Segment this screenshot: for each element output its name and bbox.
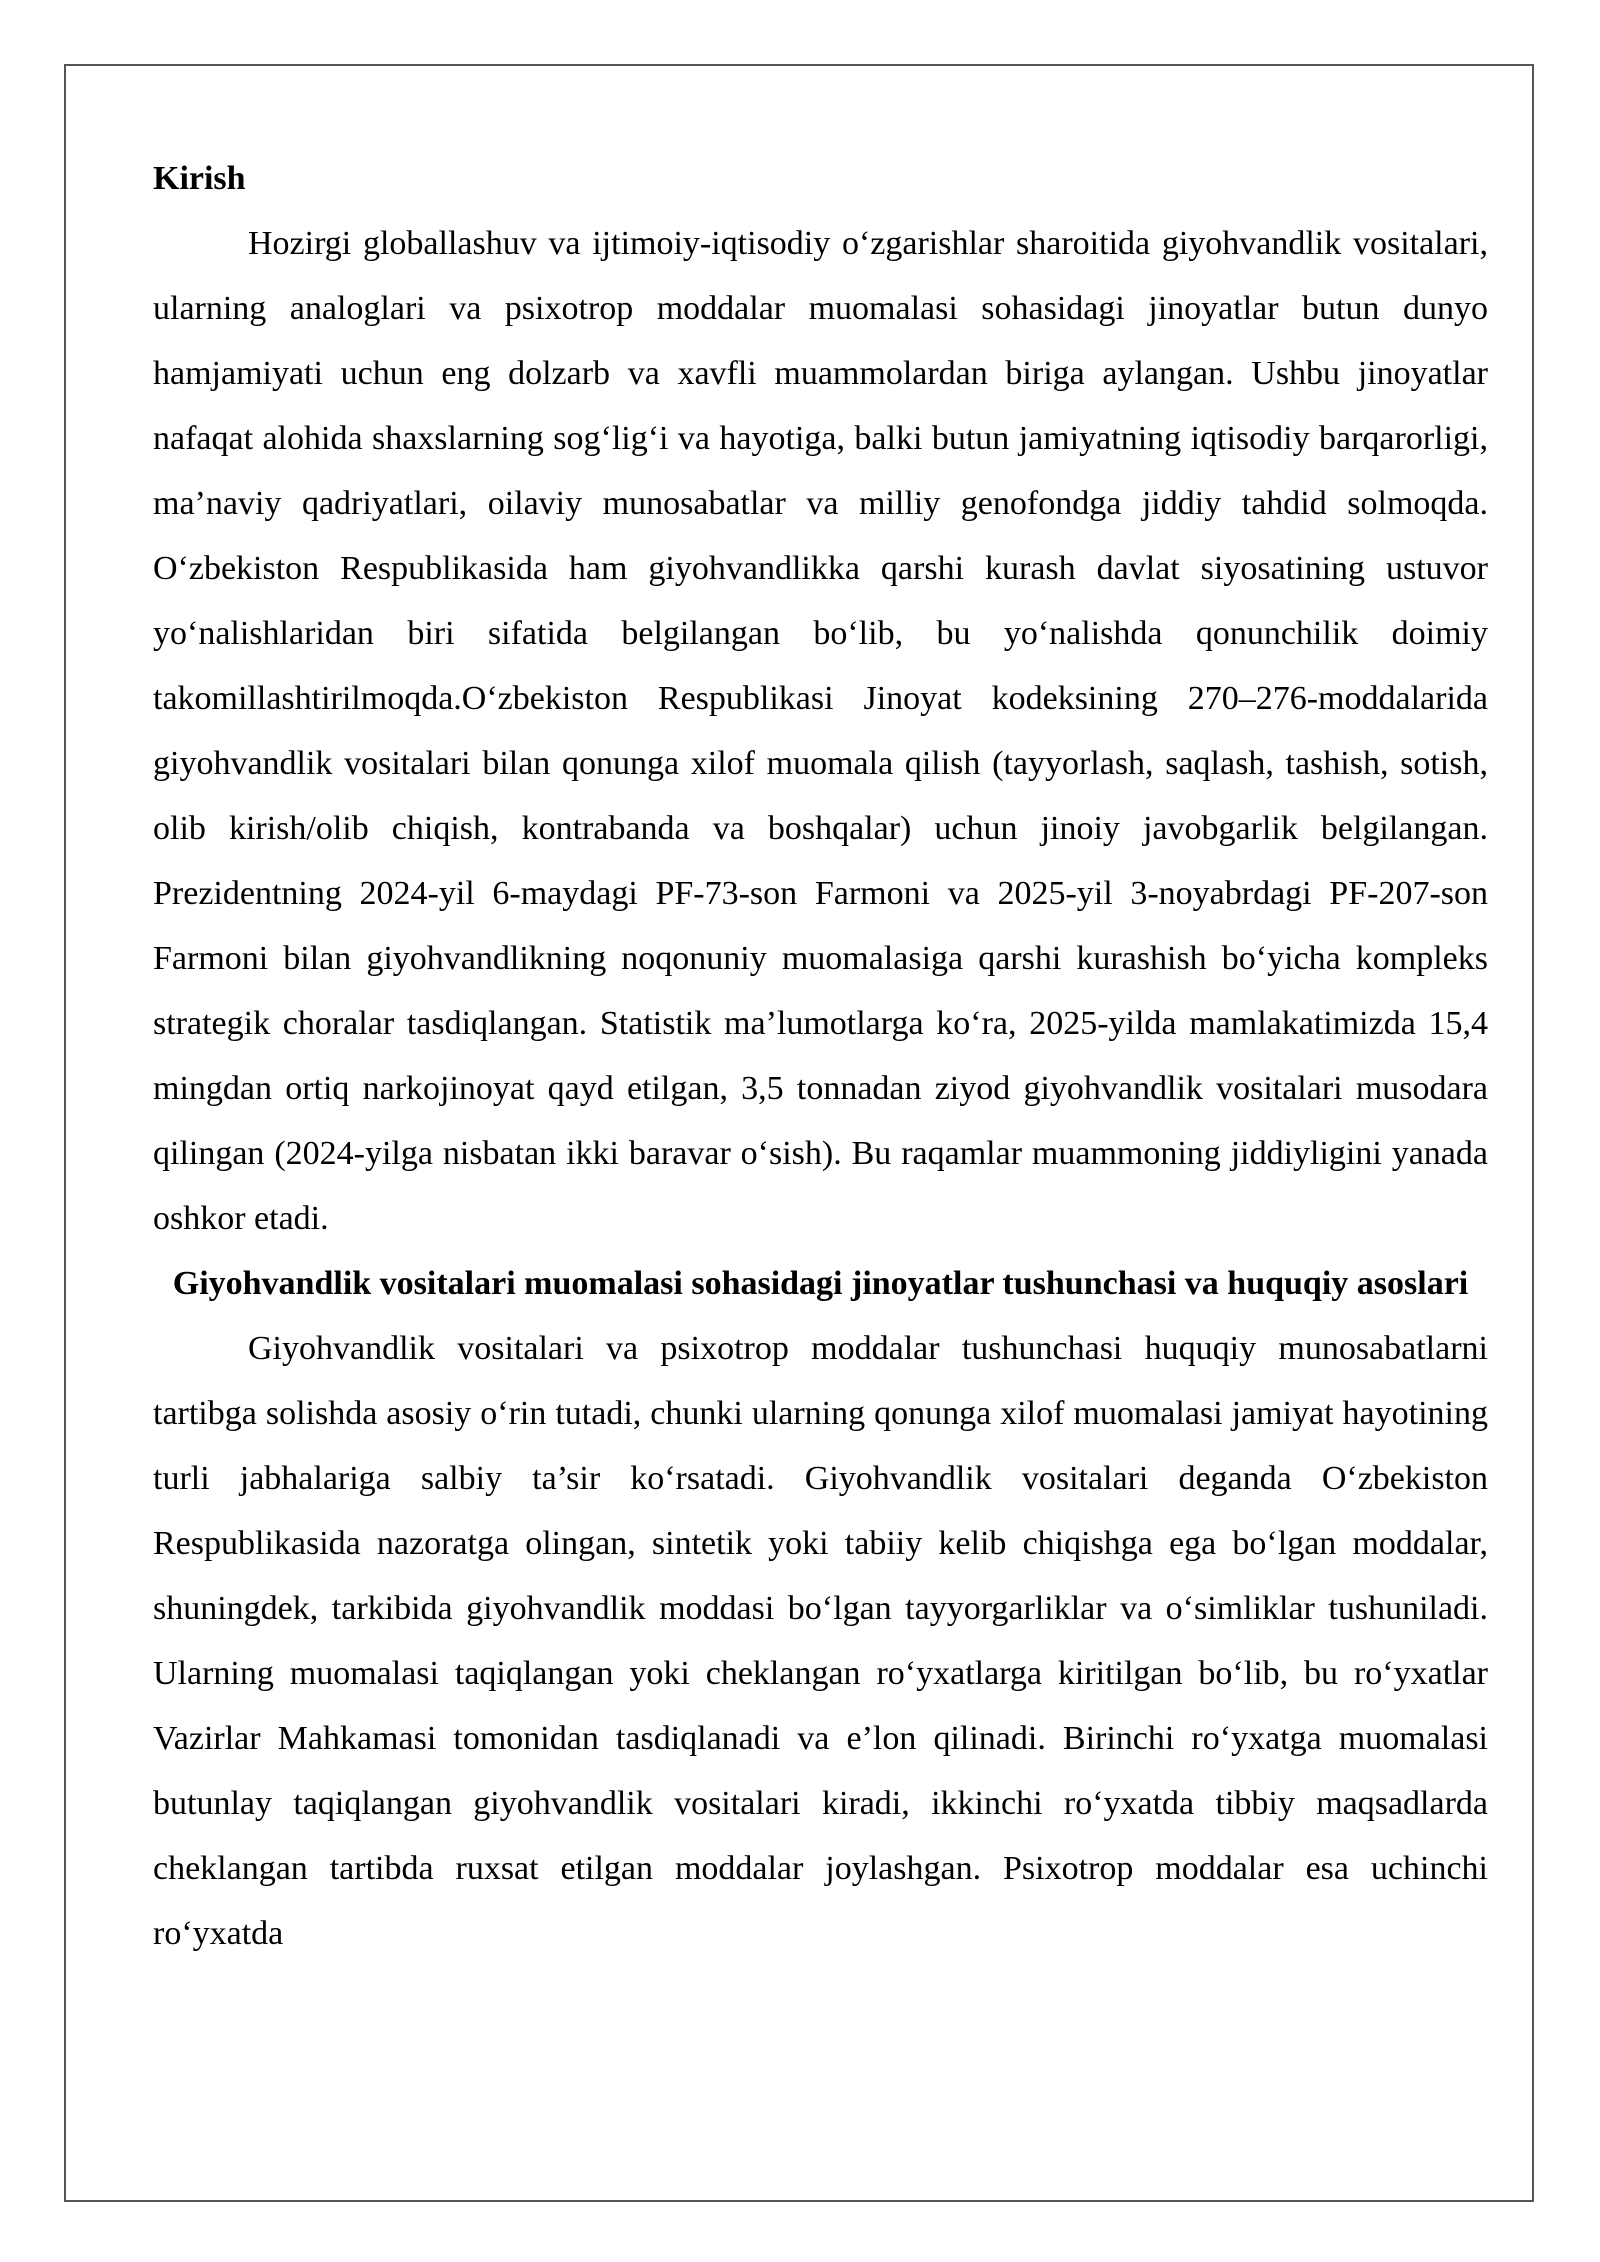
intro-paragraph: Hozirgi globallashuv va ijtimoiy-iqtisodiy o‘zgarishlar sharoitida giyohvandlik vositalari, ularning analoglari va psixotrop moddalar muomalasi sohasidagi jinoyatlar butun dunyo hamjamiyati uchun eng dolzarb va xavfli muammolardan biriga aylangan. Ushbu jinoyatlar nafaqat alohida shaxslarning sog‘lig‘i va hayotiga, balki butun jamiyatning iqtisodiy barqarorligi, ma’naviy qadriyatlari, oilaviy munosabatlar va milliy genofondga jiddiy tahdid solmoqda. O‘zbekiston Respublikasida ham giyohvandlikka qarshi kurash davlat siyosatining ustuvor yo‘nalishlaridan biri sifatida belgilangan bo‘lib, bu yo‘nalishda qonunchilik doimiy takomillashtirilmoqda.O‘zbekiston Respublikasi Jinoyat kodeksining 270–276-moddalarida giyohvandlik vositalari bilan qonunga xilof muomala qilish (tayyorlash, saqlash, tashish, sotish, olib kirish/olib chiqish, kontrabanda va boshqalar) uchun jinoiy javobgarlik belgilangan. Prezidentning 2024-yil 6-maydagi PF-73-son Farmoni va 2025-yil 3-noyabrdagi PF-207-son Farmoni bilan giyohvandlikning noqonuniy muomalasiga qarshi kurashish bo‘yicha kompleks strategik choralar tasdiqlangan. Statistik ma’lumotlarga ko‘ra, 2025-yilda mamlakatimizda 15,4 mingdan ortiq narkojinoyat qayd etilgan, 3,5 tonnadan ziyod giyohvandlik vositalari musodara qilingan (2024-yilga nisbatan ikki baravar o‘sish). Bu raqamlar muammoning jiddiyligini yanada oshkor etadi. — [153, 225, 1488, 1237]
section-heading: Giyohvandlik vositalari muomalasi sohasidagi jinoyatlar tushunchasi va huquqiy asoslari — [172, 1265, 1469, 1302]
document-body — [153, 146, 1488, 1966]
section-paragraph: Giyohvandlik vositalari va psixotrop moddalar tushunchasi huquqiy munosabatlarni tartibga solishda asosiy o‘rin tutadi, chunki ularning qonunga xilof muomalasi jamiyat hayotining turli jabhalariga salbiy ta’sir ko‘rsatadi. Giyohvandlik vositalari deganda O‘zbekiston Respublikasida nazoratga olingan, sintetik yoki tabiiy kelib chiqishga ega bo‘lgan moddalar, shuningdek, tarkibida giyohvandlik moddasi bo‘lgan tayyorgarliklar va o‘simliklar tushuniladi. Ularning muomalasi taqiqlangan yoki cheklangan ro‘yxatlarga kiritilgan bo‘lib, bu ro‘yxatlar Vazirlar Mahkamasi tomonidan tasdiqlanadi va e’lon qilinadi. Birinchi ro‘yxatga muomalasi butunlay taqiqlangan giyohvandlik vositalari kiradi, ikkinchi ro‘yxatda tibbiy maqsadlarda cheklangan tartibda ruxsat etilgan moddalar joylashgan. Psixotrop moddalar esa uchinchi ro‘yxatda — [153, 1330, 1488, 1952]
intro-heading: Kirish — [153, 160, 246, 197]
